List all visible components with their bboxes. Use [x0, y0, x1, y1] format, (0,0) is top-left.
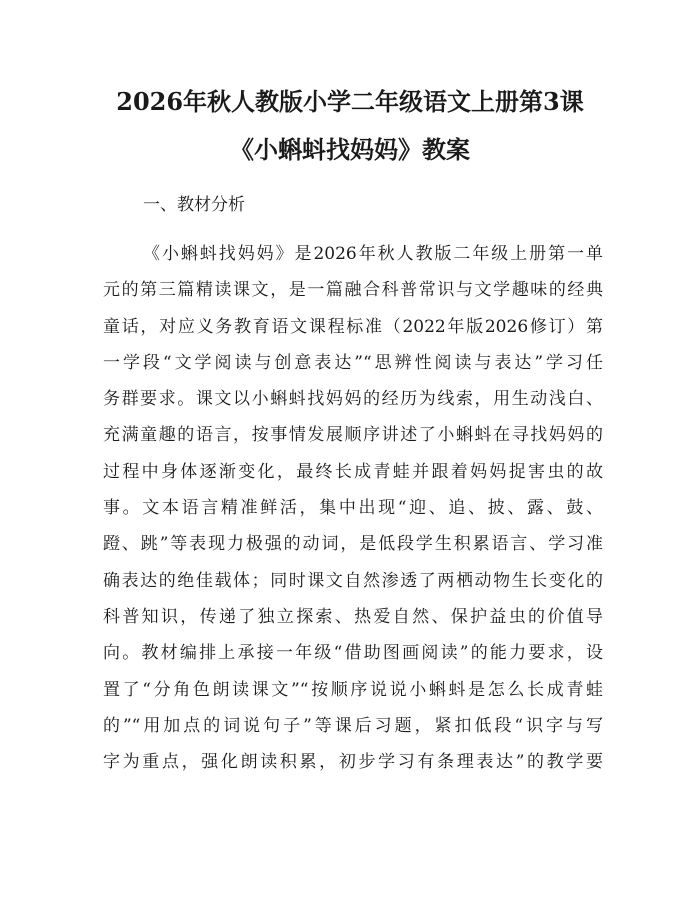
- paragraph-line: 童话，对应义务教育语文课程标准（2022年版2026修订）第: [103, 316, 603, 337]
- body-paragraph: [103, 236, 603, 780]
- paragraph-line: 元的第三篇精读课文，是一篇融合科普常识与文学趣味的经典: [103, 280, 603, 301]
- paragraph-line: 过程中身体逐渐变化，最终长成青蛙并跟着妈妈捉害虫的故: [103, 461, 603, 482]
- paragraph-line: 置了“分角色朗读课文”“按顺序说说小蝌蚪是怎么长成青蛙: [103, 679, 603, 700]
- paragraph-line: 蹬、跳”等表现力极强的动词，是低段学生积累语言、学习准: [103, 534, 603, 555]
- paragraph-line: 务群要求。课文以小蝌蚪找妈妈的经历为线索，用生动浅白、: [103, 389, 603, 410]
- paragraph-line: 的”“用加点的词说句子”等课后习题，紧扣低段“识字与写: [103, 715, 603, 736]
- paragraph-line: 《小蝌蚪找妈妈》是2026年秋人教版二年级上册第一单: [143, 244, 603, 264]
- document-title-line-1: 2026年秋人教版小学二年级语文上册第3课: [116, 87, 584, 116]
- paragraph-line: 科普知识，传递了独立探索、热爱自然、保护益虫的价值导: [103, 606, 603, 627]
- paragraph-line: 向。教材编排上承接一年级“借助图画阅读”的能力要求，设: [103, 643, 603, 664]
- paragraph-line: 字为重点，强化朗读积累，初步学习有条理表达”的教学要: [103, 752, 603, 773]
- section-heading-textbook-analysis: 一、教材分析: [143, 195, 245, 215]
- paragraph-line: 一学段“文学阅读与创意表达”“思辨性阅读与表达”学习任: [103, 352, 603, 373]
- paragraph-line: 确表达的绝佳载体；同时课文自然渗透了两栖动物生长变化的: [103, 570, 603, 591]
- document-title-line-2: 《小蝌蚪找妈妈》教案: [230, 135, 470, 164]
- paragraph-line: 事。文本语言精准鲜活，集中出现“迎、追、披、露、鼓、: [103, 498, 603, 519]
- paragraph-line: 充满童趣的语言，按事情发展顺序讲述了小蝌蚪在寻找妈妈的: [103, 425, 603, 446]
